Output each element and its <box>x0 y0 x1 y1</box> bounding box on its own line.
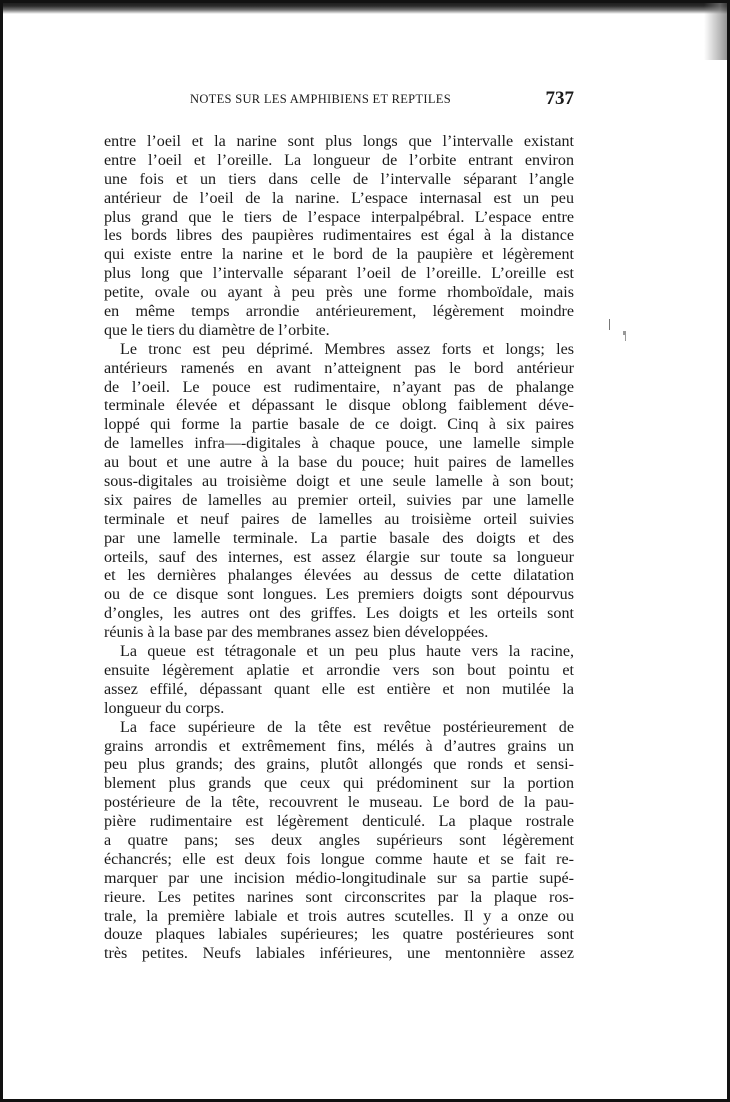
text-line: que le tiers du diamètre de l’orbite. <box>104 321 330 339</box>
text-line: les bords libres des paupières rudimentaires est égal à la distance <box>104 227 574 245</box>
text-line: au bout et une autre à la base du pouce; huit paires de lamelles <box>104 454 574 472</box>
text-line: en même temps arrondie antérieurement, légèrement moindre <box>104 303 574 321</box>
text-line: ensuite légèrement aplatie et arrondie vers son bout pointu et <box>104 661 574 679</box>
text-line: trale, la première labiale et trois autres scutelles. Il y a onze ou <box>104 907 574 925</box>
text-line: assez effilé, dépassant quant elle est entière et non mutilée la <box>104 680 574 698</box>
text-line: plus grand que le tiers de l’espace interpalpébral. L’espace entre <box>104 208 574 226</box>
text-line: échancrés; elle est deux fois longue comme haute et se fait re- <box>104 850 574 868</box>
page-header <box>104 88 574 112</box>
text-line: a quatre pans; ses deux angles supérieurs sont légèrement <box>104 831 574 849</box>
scan-top-edge <box>0 0 730 14</box>
scan-speck <box>625 335 626 341</box>
text-line: antérieur de l’oeil de la narine. L’espace internasal est un peu <box>104 189 574 207</box>
text-line: plus long que l’intervalle séparant l’oeil de l’oreille. L’oreille est <box>104 265 574 283</box>
text-line: orteils, sauf des internes, est assez élargie sur toute sa longueur <box>104 548 574 566</box>
text-line: ou de ce disque sont longues. Les premiers doigts sont dépourvus <box>104 586 574 604</box>
page-number: 737 <box>545 88 574 109</box>
text-line: de l’oeil. Le pouce est rudimentaire, n’ayant pas de phalange <box>104 378 574 396</box>
text-line: antérieurs ramenés en avant n’atteignent pas le bord antérieur <box>104 359 574 377</box>
text-line: La face supérieure de la tête est revêtue postérieurement de <box>120 718 574 736</box>
text-line: par une lamelle terminale. La partie basale des doigts et des <box>104 529 574 547</box>
text-line: de lamelles infra—-digitales à chaque pouce, une lamelle simple <box>104 435 574 453</box>
text-line: terminale élevée et dépassant le disque oblong faiblement déve- <box>104 397 574 415</box>
text-line: postérieure de la tête, recouvrent le museau. Le bord de la pau- <box>104 794 574 812</box>
text-line: très petites. Neufs labiales inférieures, une mentonnière assez <box>104 945 574 963</box>
body-text <box>104 133 574 964</box>
text-line: Le tronc est peu déprimé. Membres assez forts et longs; les <box>120 340 574 358</box>
text-line: qui existe entre la narine et le bord de la paupière et légèrement <box>104 246 574 264</box>
text-line: réunis à la base par des membranes assez bien développées. <box>104 624 489 642</box>
text-line: une fois et un tiers dans celle de l’intervalle séparant l’angle <box>104 170 574 188</box>
text-line: entre l’oeil et l’oreille. La longueur de l’orbite entrant environ <box>104 151 574 169</box>
text-line: marquer par une incision médio-longitudinale sur sa partie supé- <box>104 869 574 887</box>
text-line: d’ongles, les autres ont des griffes. Les doigts et les orteils sont <box>104 605 574 623</box>
text-line: sous-digitales au troisième doigt et une seule lamelle à son bout; <box>104 473 574 491</box>
text-line: La queue est tétragonale et un peu plus haute vers la racine, <box>120 643 574 661</box>
text-line: peu plus grands; des grains, plutôt allongés que ronds et sensi- <box>104 756 574 774</box>
text-line: longueur du corps. <box>104 699 225 717</box>
text-line: grains arrondis et extrêmement fins, mélés à d’autres grains un <box>104 737 574 755</box>
text-line: petite, ovale ou ayant à peu près une forme rhomboïdale, mais <box>104 284 574 302</box>
text-line: loppé qui forme la partie basale de ce doigt. Cinq à six paires <box>104 416 574 434</box>
scan-speck <box>609 319 610 330</box>
text-line: six paires de lamelles au premier orteil, suivies par une lamelle <box>104 491 574 509</box>
text-line: pière rudimentaire est légèrement denticulé. La plaque rostrale <box>104 813 574 831</box>
text-line: terminale et neuf paires de lamelles au troisième orteil suivies <box>104 510 574 528</box>
text-line: rieure. Les petites narines sont circonscrites par la plaque ros- <box>104 888 574 906</box>
running-head: NOTES SUR LES AMPHIBIENS ET REPTILES <box>190 92 451 106</box>
text-line: et les dernières phalanges élevées au dessus de cette dilatation <box>104 567 574 585</box>
text-line: entre l’oeil et la narine sont plus longs que l’intervalle existant <box>104 133 574 150</box>
text-line: douze plaques labiales supérieures; les quatre postérieures sont <box>104 926 574 944</box>
scan-corner-shadow <box>704 0 730 60</box>
text-line: blement plus grands que ceux qui prédominent sur la portion <box>104 775 574 793</box>
